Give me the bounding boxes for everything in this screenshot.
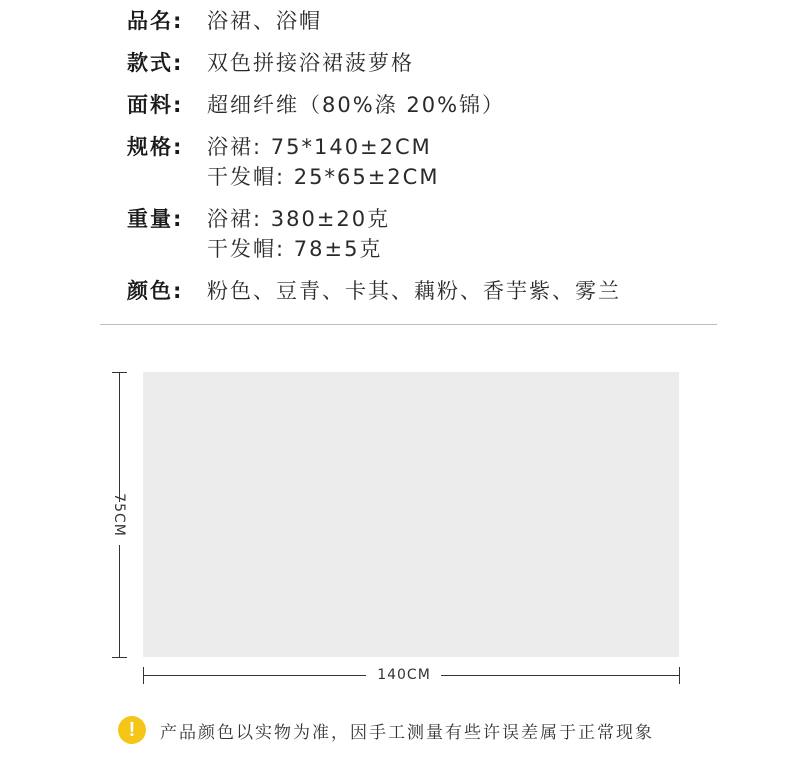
spec-row-style: [127, 48, 747, 78]
spec-values: [207, 90, 505, 120]
spec-value: 粉色、豆青、卡其、藕粉、香芋紫、雾兰: [207, 279, 621, 303]
width-dimension-label: 140CM: [377, 667, 431, 683]
height-dimension-label: 75CM: [111, 493, 127, 537]
spec-label: 面料:: [127, 93, 184, 117]
exclamation-icon: !: [118, 716, 146, 744]
spec-value: 双色拼接浴裙菠萝格: [207, 51, 414, 75]
height-dimension-line-top: [119, 372, 120, 502]
spec-values: [207, 6, 322, 36]
notice-text: 产品颜色以实物为准，因手工测量有些许误差属于正常现象: [160, 722, 654, 743]
height-dimension-cap-bottom: [112, 657, 127, 658]
spec-label: 重量:: [127, 207, 184, 231]
spec-label: 品名:: [127, 9, 184, 33]
spec-value: 浴裙: 75*140±2CM: [207, 135, 432, 159]
notice: [118, 716, 654, 744]
towel-diagram: [143, 372, 679, 657]
spec-value: 超细纤维（80%涤 20%锦）: [207, 93, 506, 117]
spec-label: 颜色:: [127, 279, 184, 303]
spec-row-color: [127, 276, 747, 306]
spec-row-weight: [127, 204, 747, 264]
spec-label: 规格:: [127, 135, 184, 159]
height-dimension-line-bottom: [119, 545, 120, 657]
spec-value: 干发帽: 78±5克: [207, 237, 383, 261]
spec-value: 浴裙、浴帽: [207, 9, 322, 33]
spec-values: [207, 204, 390, 264]
width-dimension-line-right: [441, 675, 679, 676]
spec-values: [207, 132, 439, 192]
spec-value: 浴裙: 380±20克: [207, 207, 391, 231]
spec-row-fabric: [127, 90, 747, 120]
spec-row-size: [127, 132, 747, 192]
spec-row-name: [127, 6, 747, 36]
spec-values: [207, 48, 414, 78]
width-dimension-cap-right: [679, 667, 680, 684]
section-divider: [100, 324, 717, 325]
width-dimension-line-left: [143, 675, 366, 676]
spec-value: 干发帽: 25*65±2CM: [207, 165, 440, 189]
spec-list: [127, 6, 747, 318]
spec-values: [207, 276, 621, 306]
spec-label: 款式:: [127, 51, 184, 75]
